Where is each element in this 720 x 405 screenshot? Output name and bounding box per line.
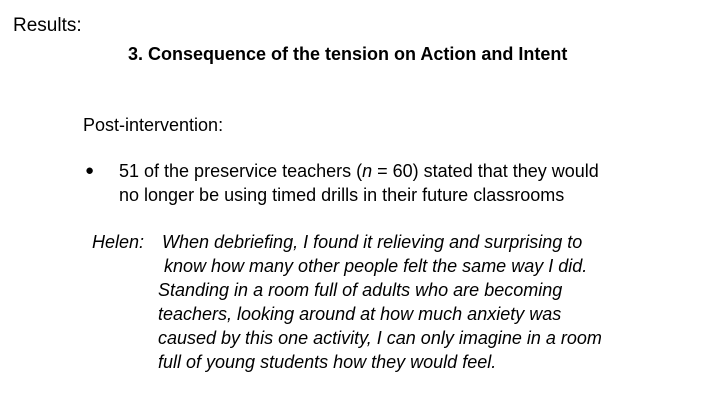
quote-line: When debriefing, I found it relieving and surprising to <box>162 232 583 252</box>
quote-line: Standing in a room full of adults who are becoming <box>158 280 563 300</box>
bullet-item <box>85 159 685 207</box>
bullet-text-variable: n <box>362 161 373 181</box>
quote-speaker: Helen: <box>92 232 145 252</box>
quote-line: caused by this one activity, I can only imagine in a room <box>158 328 602 348</box>
bullet-text-part: 51 of the preservice teachers ( <box>119 161 363 181</box>
quote-line: full of young students how they would feel. <box>158 352 497 372</box>
bullet-text-part: = 60) stated that they would <box>372 161 599 181</box>
quote-line: know how many other people felt the same way I did. <box>164 256 588 276</box>
bullet-text-part: no longer be using timed drills in their future classrooms <box>119 185 565 205</box>
results-label: Results: <box>13 15 82 36</box>
section-label: Post-intervention: <box>83 115 224 135</box>
slide-heading: 3. Consequence of the tension on Action and Intent <box>128 44 568 64</box>
bullet-list <box>85 159 685 207</box>
bullet-text <box>119 159 685 207</box>
quote-line: teachers, looking around at how much anxiety was <box>158 304 562 324</box>
bullet-icon: ● <box>85 162 95 179</box>
